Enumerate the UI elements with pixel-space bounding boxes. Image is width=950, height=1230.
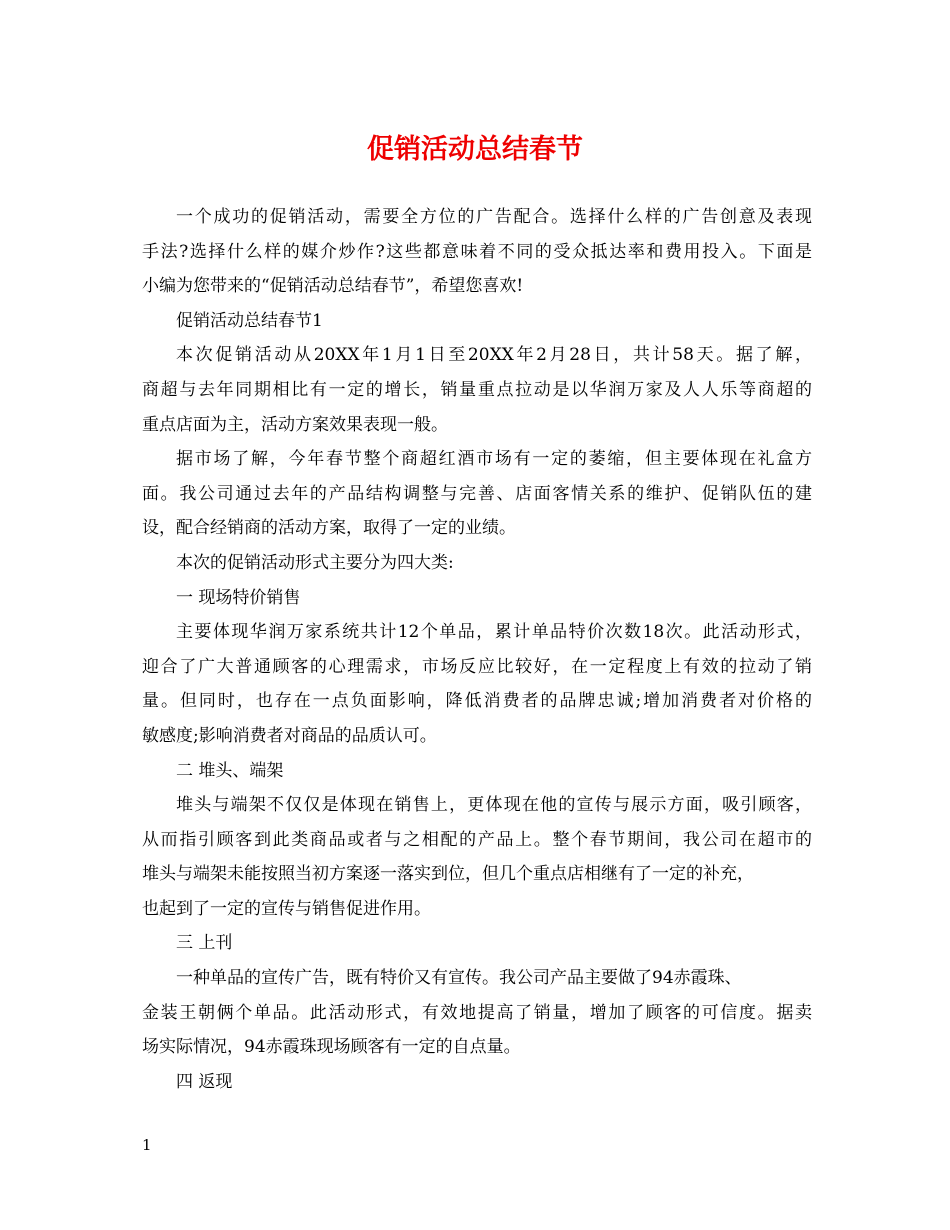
page-number: 1	[142, 1136, 152, 1154]
body-line: 手法?选择什么样的媒介炒作?这些都意味着不同的受众抵达率和费用投入。下面是	[142, 241, 812, 262]
body-line: 据市场了解，今年春节整个商超红酒市场有一定的萎缩，但主要体现在礼盒方	[176, 449, 812, 470]
body-line: 堆头与端架未能按照当初方案逐一落实到位，但几个重点店相继有了一定的补充，	[142, 864, 754, 885]
document-title: 促销活动总结春节	[367, 134, 583, 165]
body-line: 一个成功的促销活动，需要全方位的广告配合。选择什么样的广告创意及表现	[176, 207, 812, 227]
body-line: 金装王朝俩个单品。此活动形式，有效地提高了销量，增加了顾客的可信度。据卖	[142, 1002, 812, 1023]
body-line: 本次促销活动从20XX年1月1日至20XX年2月28日，共计58天。据了解，	[176, 345, 812, 366]
section-heading: 四 返现	[176, 1071, 233, 1092]
body-line: 主要体现华润万家系统共计12个单品，累计单品特价次数18次。此活动形式，	[176, 622, 812, 643]
section-heading: 三 上刊	[176, 933, 233, 954]
body-line: 堆头与端架不仅仅是体现在销售上，更体现在他的宣传与展示方面，吸引顾客，	[176, 795, 812, 816]
body-line: 迎合了广大普通顾客的心理需求，市场反应比较好，在一定程度上有效的拉动了销	[142, 656, 812, 677]
body-line: 量。但同时，也存在一点负面影响，降低消费者的品牌忠诚;增加消费者对价格的	[142, 691, 812, 712]
body-line: 从而指引顾客到此类商品或者与之相配的产品上。整个春节期间，我公司在超市的	[142, 829, 812, 850]
body-line: 场实际情况，94赤霞珠现场顾客有一定的自点量。	[142, 1037, 521, 1058]
body-line: 重点店面为主，活动方案效果表现一般。	[142, 414, 448, 435]
section-heading: 促销活动总结春节1	[176, 310, 323, 331]
body-line: 也起到了一定的宣传与销售促进作用。	[142, 898, 431, 919]
body-line: 商超与去年同期相比有一定的增长，销量重点拉动是以华润万家及人人乐等商超的	[142, 379, 812, 400]
body-line: 小编为您带来的“促销活动总结春节”，希望您喜欢!	[142, 276, 524, 297]
body-line: 敏感度;影响消费者对商品的品质认可。	[142, 725, 437, 746]
section-heading: 一 现场特价销售	[176, 587, 301, 608]
body-line: 本次的促销活动形式主要分为四大类:	[176, 552, 454, 573]
body-line: 面。我公司通过去年的产品结构调整与完善、店面客情关系的维护、促销队伍的建	[142, 483, 812, 504]
document-body	[142, 200, 812, 1099]
body-line: 一种单品的宣传广告，既有特价又有宣传。我公司产品主要做了94赤霞珠、	[176, 968, 742, 989]
body-line: 设，配合经销商的活动方案，取得了一定的业绩。	[142, 518, 516, 539]
section-heading: 二 堆头、端架	[176, 760, 284, 781]
